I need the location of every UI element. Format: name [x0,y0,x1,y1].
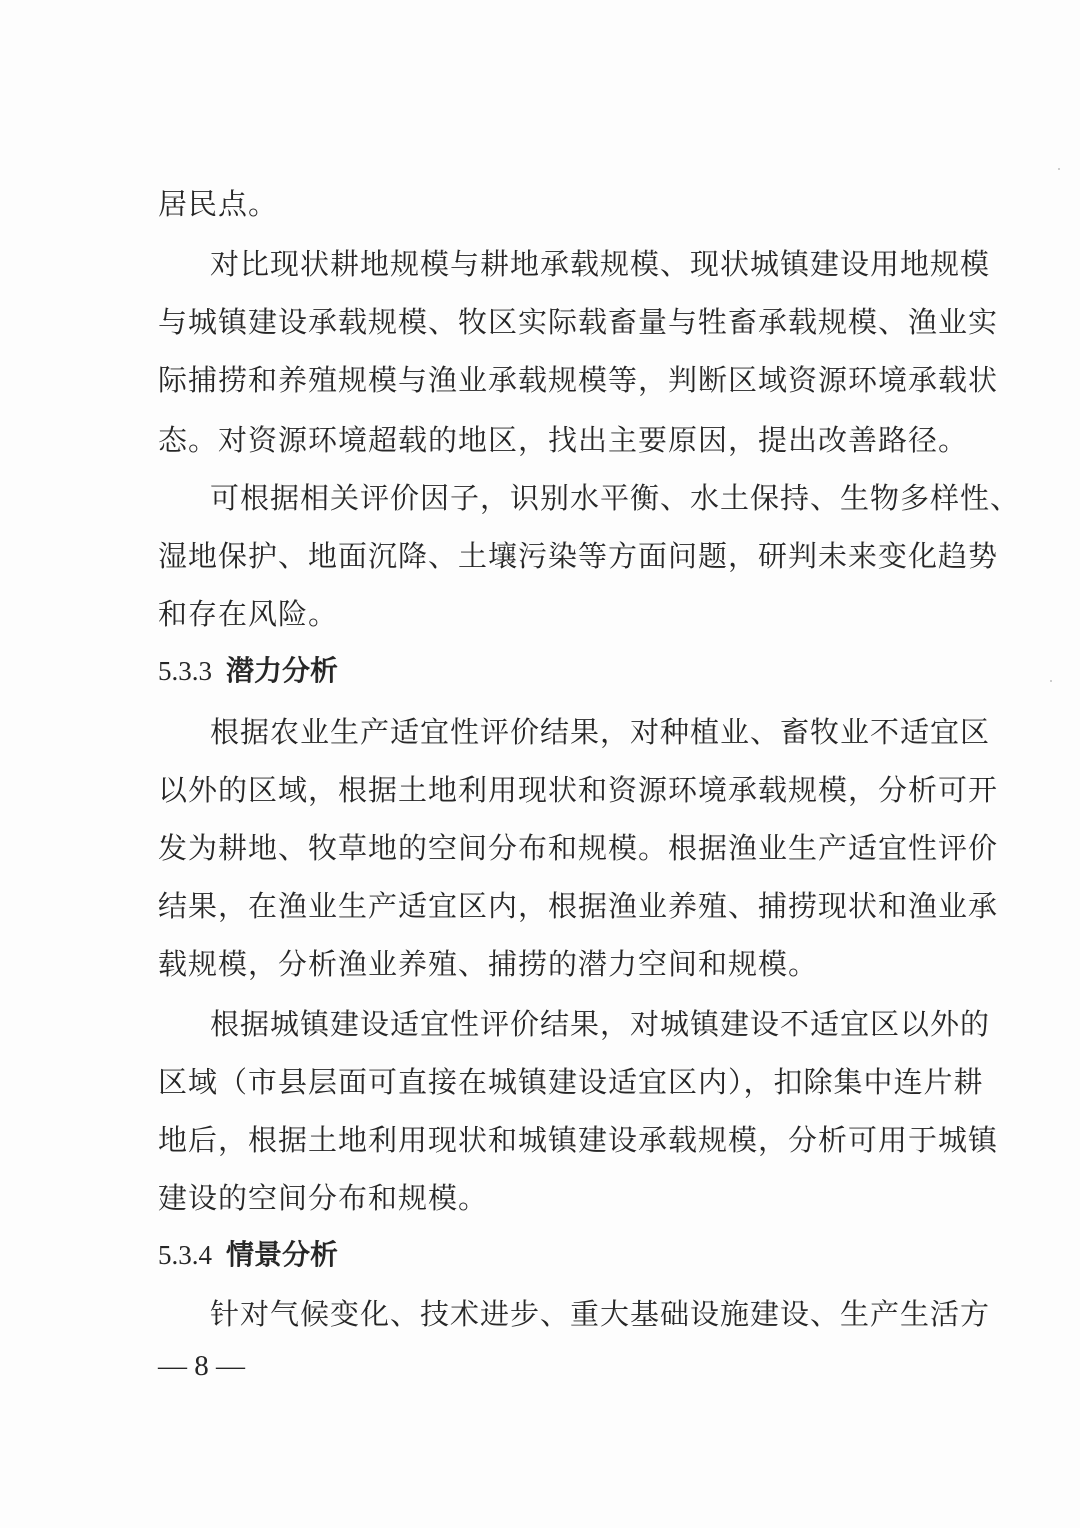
text-line: 以外的区域，根据土地利用现状和资源环境承载规模，分析可开 [158,773,999,807]
text-line: 对比现状耕地规模与耕地承载规模、现状城镇建设用地规模 [210,247,991,281]
text-line: 地后，根据土地利用现状和城镇建设承载规模，分析可用于城镇 [158,1123,999,1157]
text-line: 发为耕地、牧草地的空间分布和规模。根据渔业生产适宜性评价 [158,831,999,865]
scan-speck [1058,168,1060,170]
section-number: 5.3.4 [158,1240,212,1270]
text-line: 区域（市县层面可直接在城镇建设适宜区内），扣除集中连片耕 [158,1065,984,1099]
text-line: 建设的空间分布和规模。 [158,1181,489,1215]
section-title: 情景分析 [226,1238,339,1271]
text-line: 湿地保护、地面沉降、土壤污染等方面问题，研判未来变化趋势 [158,539,999,573]
text-line: 载规模，分析渔业养殖、捕捞的潜力空间和规模。 [158,947,819,981]
text-line: 际捕捞和养殖规模与渔业承载规模等，判断区域资源环境承载状 [158,363,999,397]
text-line: 结果，在渔业生产适宜区内，根据渔业养殖、捕捞现状和渔业承 [158,889,999,923]
text-line: 根据农业生产适宜性评价结果，对种植业、畜牧业不适宜区 [210,715,991,749]
section-title: 潜力分析 [226,654,339,687]
text-line: 居民点。 [158,187,279,221]
text-line: 根据城镇建设适宜性评价结果，对城镇建设不适宜区以外的 [210,1007,991,1041]
section-heading [158,650,338,691]
text-line: 态。对资源环境超载的地区，找出主要原因，提出改善路径。 [158,423,969,457]
section-heading [158,1234,338,1275]
scan-speck [1050,680,1052,682]
text-line: 针对气候变化、技术进步、重大基础设施建设、生产生活方 [210,1297,991,1331]
page-number: — 8 — [158,1350,245,1382]
text-line: 与城镇建设承载规模、牧区实际载畜量与牲畜承载规模、渔业实 [158,305,999,339]
text-line: 和存在风险。 [158,597,339,631]
text-line: 可根据相关评价因子，识别水平衡、水土保持、生物多样性、 [210,481,1021,515]
section-number: 5.3.3 [158,656,212,686]
